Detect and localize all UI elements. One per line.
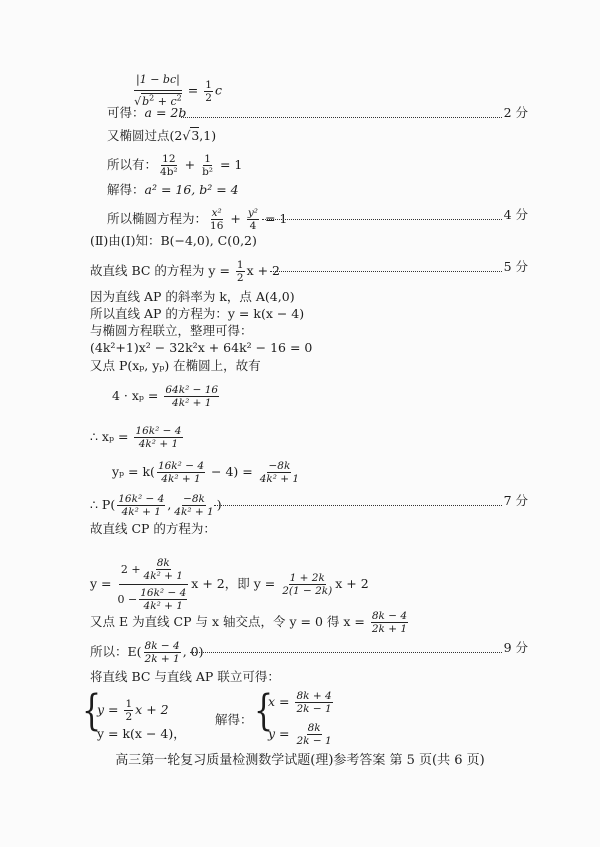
score-2: 2 分 [503,105,528,120]
formula-line-16: yₚ = k( $\frac{\text{16k² − 4}}{\text{4k² + 1}}$ − 4) = $\frac{-8k}{\text{4k² + 1}}$ [112,460,300,485]
formula-line-6: 所以椭圆方程为： $\frac{\text{x²}}{16}$ + $\frac{\text{y²}}{4}$ = 1 [107,207,288,232]
compound-fraction: 2 + $\frac{8k}{\text{4k² + 1}}$ 0 − $\frac{\text{16k² − 4}}{\text{4k² + 1}}$ [117,557,187,612]
score-5: 5 分 [503,259,528,274]
formula-line-9: 因为直线 AP 的斜率为 k，点 A(4,0) [90,289,295,304]
dots-1 [181,117,502,118]
system-eq-1: y = $\frac{1}{2}$ x + 2 [97,698,169,723]
right-brace: { [254,686,274,736]
formula-line-18: 故直线 CP 的方程为： [90,521,216,536]
dots-5 [190,652,502,653]
formula-line-14: 4 · xₚ = $\frac{\text{64k² − 16}}{\text{4k² + 1}}$ [112,384,219,409]
formula-line-13: 又点 P(xₚ, yₚ) 在椭圆上，故有 [90,358,261,373]
page-footer: 高三第一轮复习质量检测数学试题(理)参考答案 第 5 页(共 6 页) [115,753,485,768]
formula-line-12: (4k²+1)x² − 32k²x + 64k² − 16 = 0 [90,340,313,355]
dots-4 [214,505,502,506]
eq-a-2b: a = 2b [144,105,187,120]
formula-line-2 [107,105,186,121]
dots-3 [270,271,502,272]
dots-2 [262,219,502,220]
formula-line-19: y = 2 + $\frac{8k}{\text{4k² + 1}}$ 0 − $\frac{\text{16k² − 4}}{\text{4k² + 1}}$ x + 2，即 y = $\frac{1 + 2k}{2(1 - 2k)}$ x + 2 [90,557,369,612]
solution-y: y = $\frac{8k}{2k - 1}$ [268,722,332,747]
formula-line-3: 又椭圆过点(2√3,1) [107,128,217,143]
left-brace: { [82,686,102,736]
label-jiede: 解得： [215,712,253,727]
formula-line-20: 又点 E 为直线 CP 与 x 轴交点，令 y = 0 得 x = $\frac{8k - 4}{2k + 1}$ [90,610,408,635]
formula-line-8: 故直线 BC 的方程为 y = $\frac{1}{2}$ x + 2 [90,259,281,284]
frac-half: $\frac{1}{2}$ [205,78,212,104]
den-b: b [142,95,150,108]
formula-line-22: 将直线 BC 与直线 AP 联立可得： [90,669,280,684]
formula-line-21: 所以：E( $\frac{8k - 4}{2k + 1}$ , 0) [90,640,204,665]
formula-line-17: ∴ P( $\frac{\text{16k² − 4}}{\text{4k² + 1}}$ , $\frac{-8k}{\text{4k² + 1}}$ ) [90,493,222,518]
label-kede: 可得： [107,105,145,120]
solution-x: x = $\frac{8k + 4}{2k - 1}$ [268,690,332,715]
system-eq-2: y = k(x − 4)， [97,726,186,741]
formula-line-4: 所以有： $\frac{12}{\text{4b²}}$ + $\frac{1}{\text{b²}}$ = 1 [107,153,243,178]
formula-line-1: |1 − bc| √ $b^2 + c^2$ = $\frac{1}{2}$ c [134,73,222,108]
score-4: 4 分 [503,207,528,222]
formula-line-11: 与椭圆方程联立，整理可得： [90,323,253,338]
formula-line-7: (Ⅱ)由(Ⅰ)知：B(−4,0), C(0,2) [90,233,257,248]
fraction-abs: |1 − bc| √ $b^2 + c^2$ [134,73,182,108]
rhs-c: c [214,82,222,98]
formula-line-15: ∴ xₚ = $\frac{\text{16k² − 4}}{\text{4k² + 1}}$ [90,425,182,450]
formula-line-10: 所以直线 AP 的方程为：y = k(x − 4) [90,306,305,321]
score-7: 7 分 [503,493,528,508]
score-9: 9 分 [503,640,528,655]
den-c: c [170,95,177,108]
numerator: |1 − bc| [136,73,180,86]
formula-line-5: 解得：a² = 16, b² = 4 [107,182,239,197]
